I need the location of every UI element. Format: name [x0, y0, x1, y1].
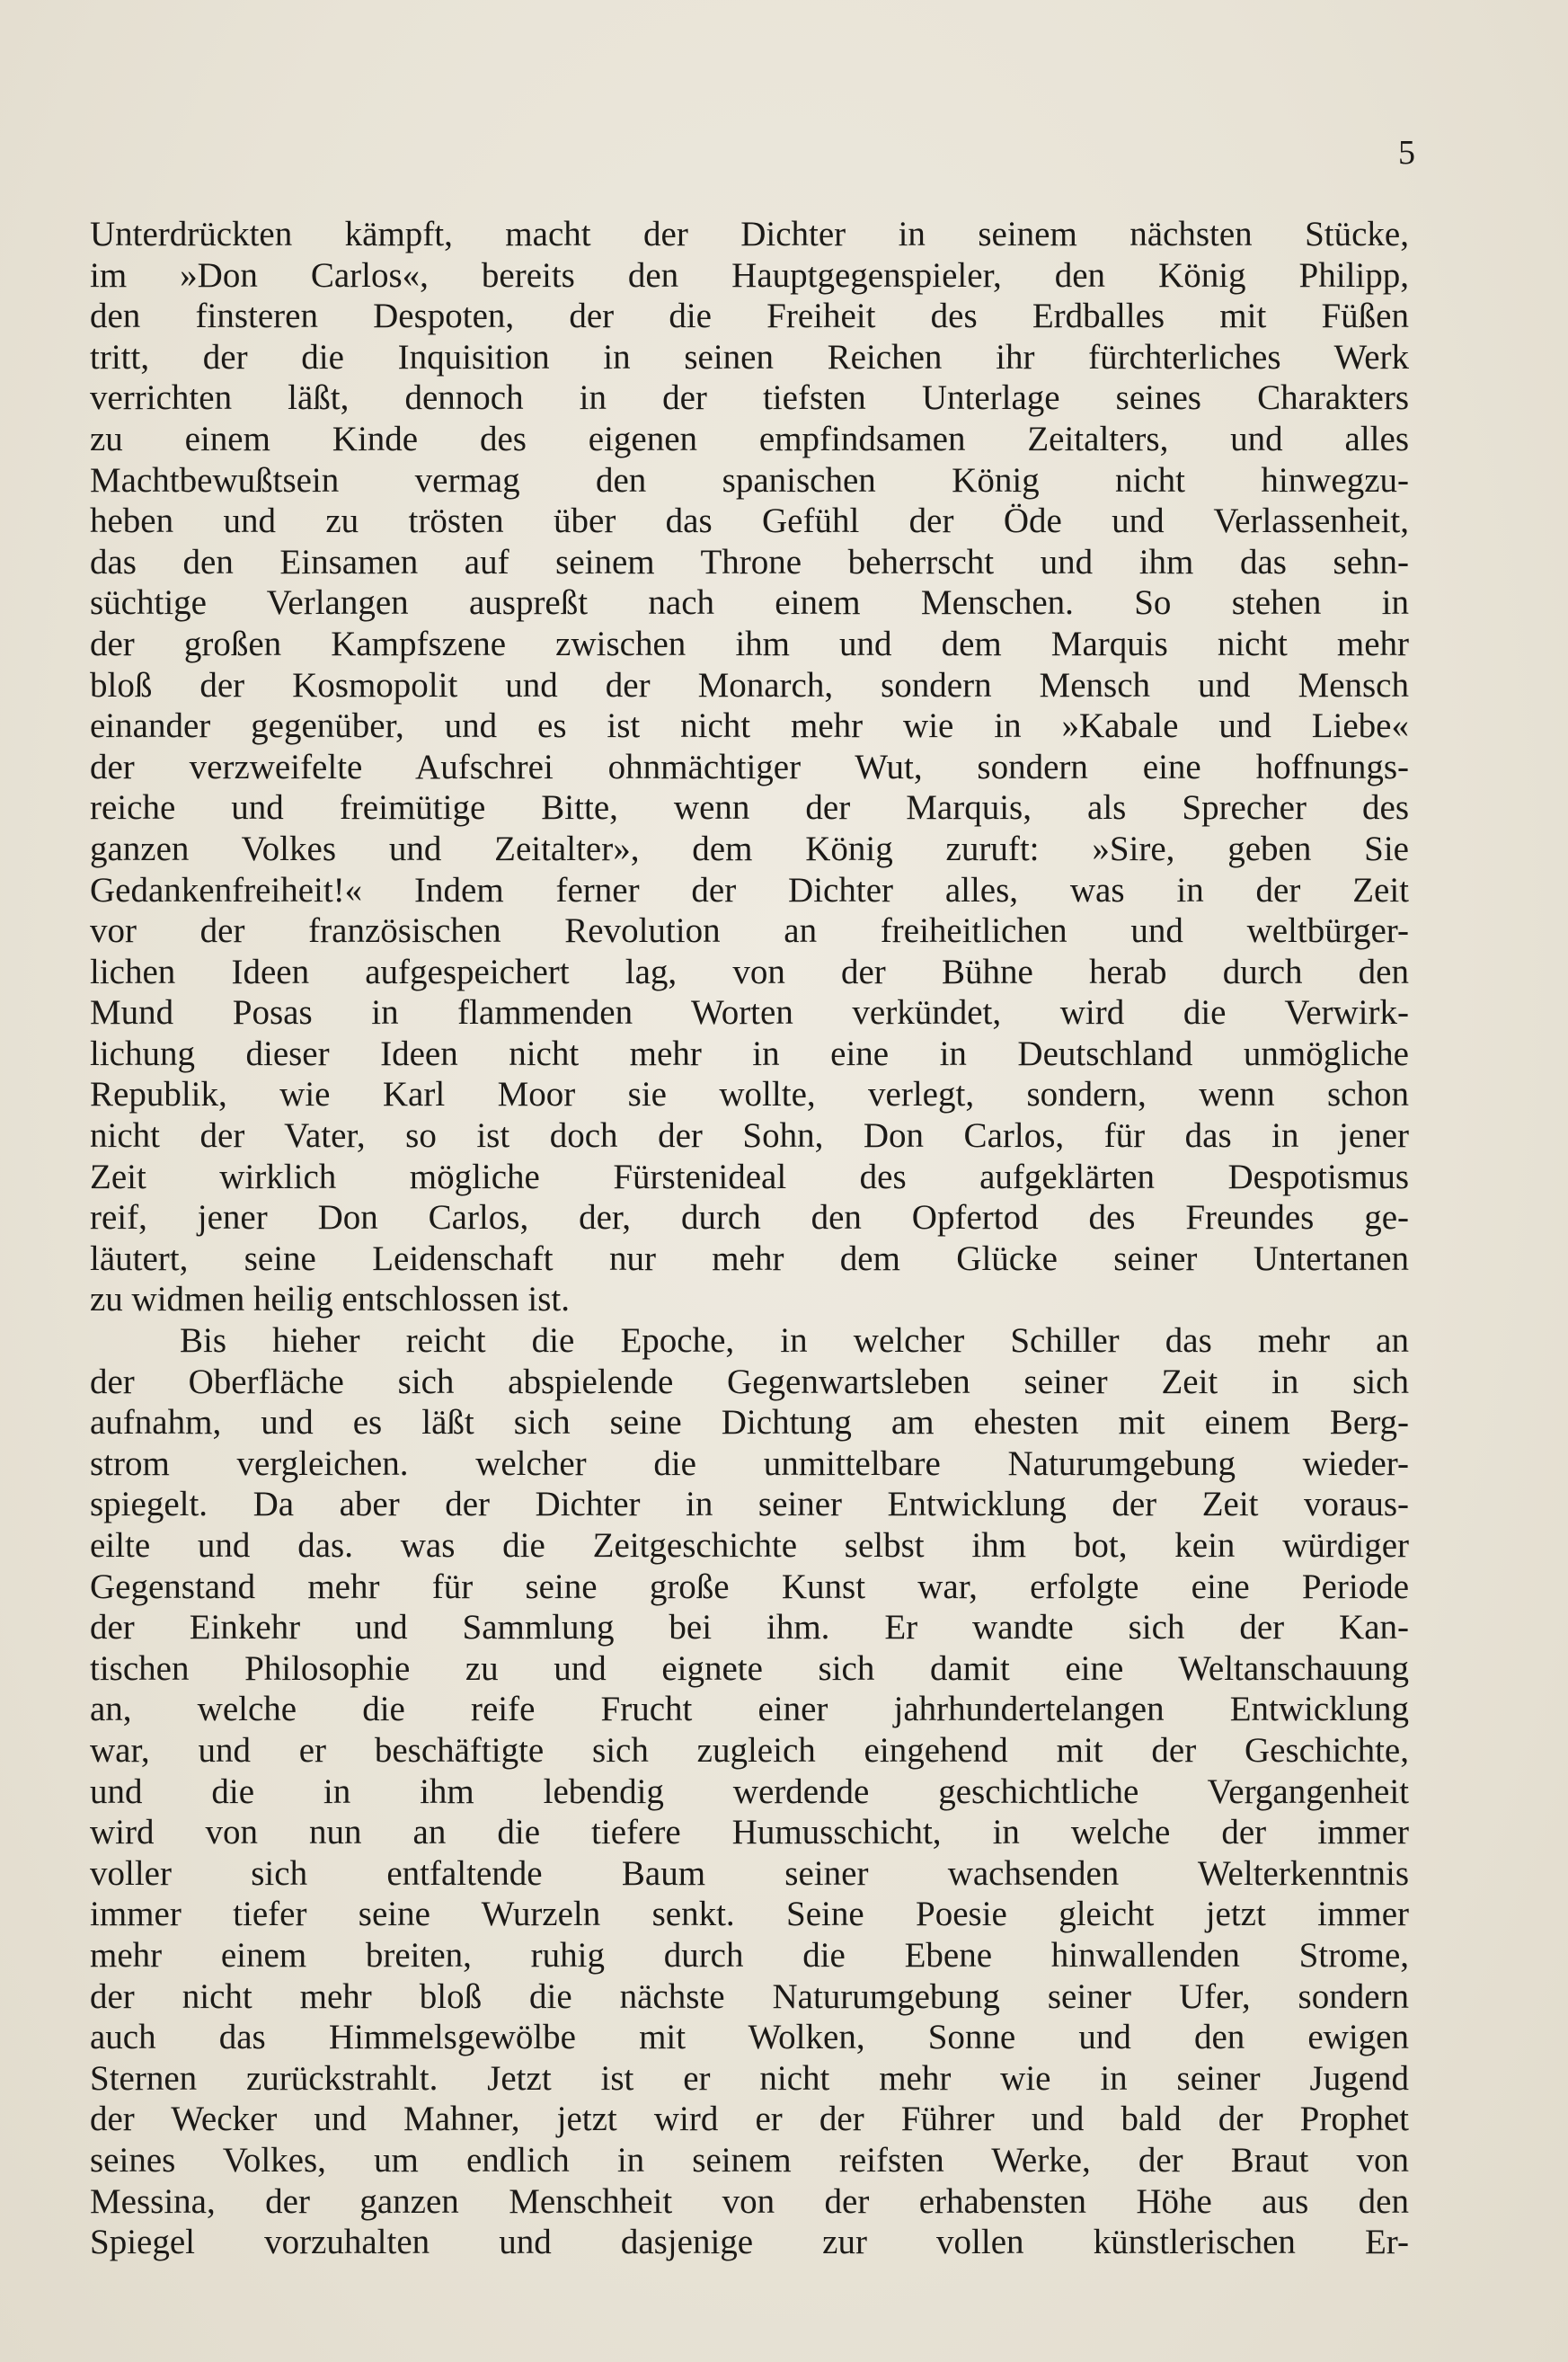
text-line: lichung dieser Ideen nicht mehr in eine in Deutschland unmögliche: [90, 1034, 1409, 1073]
page-number: 5: [1398, 134, 1415, 172]
text-line: verrichten läßt, dennoch in der tiefsten Unterlage seines Charakters: [90, 378, 1409, 418]
text-line: seines Volkes, um endlich in seinem reifsten Werke, der Braut von: [90, 2140, 1409, 2180]
text-line: mehr einem breiten, ruhig durch die Ebene hinwallenden Strome,: [90, 1935, 1409, 1975]
text-line: den finsteren Despoten, der die Freiheit des Erdballes mit Füßen: [90, 297, 1409, 336]
text-line: war, und er beschäftigte sich zugleich eingehend mit der Geschichte,: [90, 1730, 1409, 1770]
text-line: das den Einsamen auf seinem Throne beherrscht und ihm das sehn-: [90, 542, 1409, 582]
text-line: tischen Philosophie zu und eignete sich damit eine Weltanschauung: [90, 1648, 1409, 1688]
text-line: und die in ihm lebendig werdende geschichtliche Vergangenheit: [90, 1772, 1409, 1811]
text-line: der Oberfläche sich abspielende Gegenwartsleben seiner Zeit in sich: [90, 1362, 1409, 1401]
text-line: Zeit wirklich mögliche Fürstenideal des aufgeklärten Despotismus: [90, 1157, 1409, 1196]
text-line: Bis hieher reicht die Epoche, in welcher Schiller das mehr an: [180, 1321, 1409, 1361]
text-line: auch das Himmelsgewölbe mit Wolken, Sonne und den ewigen: [90, 2018, 1409, 2057]
text-line: der Einkehr und Sammlung bei ihm. Er wandte sich der Kan-: [90, 1608, 1409, 1647]
text-line: der verzweifelte Aufschrei ohnmächtiger Wut, sondern eine hoffnungs-: [90, 747, 1409, 786]
text-line: der großen Kampfszene zwischen ihm und dem Marquis nicht mehr: [90, 624, 1409, 663]
text-line: wird von nun an die tiefere Humusschicht, in welche der immer: [90, 1813, 1409, 1852]
text-line: ganzen Volkes und Zeitalter», dem König zuruft: »Sire, geben Sie: [90, 829, 1409, 868]
text-line: Spiegel vorzuhalten und dasjenige zur vollen künstlerischen Er-: [90, 2223, 1409, 2262]
text-line: Mund Posas in flammenden Worten verkündet, wird die Verwirk-: [90, 993, 1409, 1033]
text-line: der Wecker und Mahner, jetzt wird er der Führer und bald der Prophet: [90, 2100, 1409, 2139]
text-line: heben und zu trösten über das Gefühl der Öde und Verlassenheit,: [90, 502, 1409, 541]
text-line: tritt, der die Inquisition in seinen Reichen ihr fürchterliches Werk: [90, 337, 1409, 377]
text-line: Gedankenfreiheit!« Indem ferner der Dichter alles, was in der Zeit: [90, 870, 1409, 910]
text-line: süchtige Verlangen auspreßt nach einem Menschen. So stehen in: [90, 583, 1409, 623]
text-line: Unterdrückten kämpft, macht der Dichter in seinem nächsten Stücke,: [90, 215, 1409, 253]
text-line: Messina, der ganzen Menschheit von der erhabensten Höhe aus den: [90, 2181, 1409, 2221]
text-line: Sternen zurückstrahlt. Jetzt ist er nicht mehr wie in seiner Jugend: [90, 2058, 1409, 2098]
text-line: vor der französischen Revolution an freiheitlichen und weltbürger-: [90, 911, 1409, 951]
text-line: spiegelt. Da aber der Dichter in seiner Entwicklung der Zeit voraus-: [90, 1485, 1409, 1524]
text-line: voller sich entfaltende Baum seiner wachsenden Welterkenntnis: [90, 1853, 1409, 1893]
text-line: an, welche die reife Frucht einer jahrhundertelangen Entwicklung: [90, 1690, 1409, 1729]
text-line: reif, jener Don Carlos, der, durch den Opfertod des Freundes ge-: [90, 1198, 1409, 1238]
text-line: zu einem Kinde des eigenen empfindsamen Zeitalters, und alles: [90, 419, 1409, 458]
text-line: Republik, wie Karl Moor sie wollte, verlegt, sondern, wenn schon: [90, 1075, 1409, 1114]
text-line: zu widmen heilig entschlossen ist.: [90, 1280, 571, 1319]
text-line: läutert, seine Leidenschaft nur mehr dem Glücke seiner Untertanen: [90, 1239, 1409, 1278]
text-line: bloß der Kosmopolit und der Monarch, sondern Mensch und Mensch: [90, 665, 1409, 705]
text-line: eilte und das. was die Zeitgeschichte selbst ihm bot, kein würdiger: [90, 1526, 1409, 1565]
body-text: [90, 214, 1409, 2263]
text-line: im »Don Carlos«, bereits den Hauptgegenspieler, den König Philipp,: [90, 255, 1409, 295]
text-line: Gegenstand mehr für seine große Kunst war, erfolgte eine Periode: [90, 1567, 1409, 1606]
text-line: einander gegenüber, und es ist nicht mehr wie in »Kabale und Liebe«: [90, 706, 1409, 746]
text-line: Machtbewußtsein vermag den spanischen König nicht hinwegzu-: [90, 460, 1409, 500]
text-line: immer tiefer seine Wurzeln senkt. Seine Poesie gleicht jetzt immer: [90, 1895, 1409, 1934]
text-line: nicht der Vater, so ist doch der Sohn, Don Carlos, für das in jener: [90, 1116, 1409, 1156]
text-line: aufnahm, und es läßt sich seine Dichtung am ehesten mit einem Berg-: [90, 1403, 1409, 1443]
text-line: lichen Ideen aufgespeichert lag, von der Bühne herab durch den: [90, 952, 1409, 991]
text-line: reiche und freimütige Bitte, wenn der Marquis, als Sprecher des: [90, 788, 1409, 828]
text-line: strom vergleichen. welcher die unmittelbare Naturumgebung wieder-: [90, 1443, 1409, 1483]
text-line: der nicht mehr bloß die nächste Naturumgebung seiner Ufer, sondern: [90, 1976, 1409, 2016]
